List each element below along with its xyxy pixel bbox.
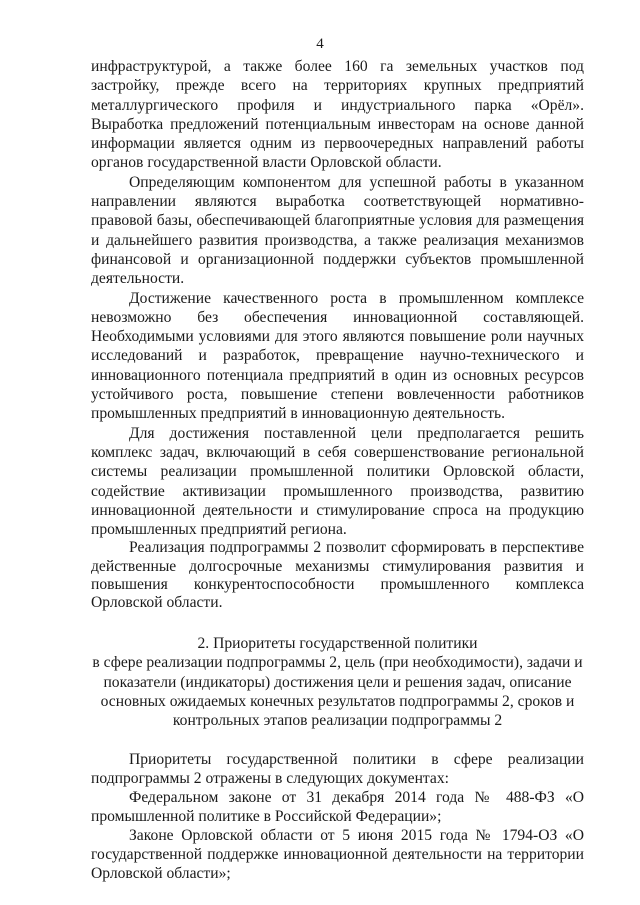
section-heading-line: 2. Приоритеты государственной политики [197,635,478,653]
paragraph-federal-law: Федеральном законе от 31 декабря 2014 года № 488-ФЗ «О промышленной политике в Российской Федерации»; [91,789,584,826]
document-body [91,57,584,883]
paragraph-subprogram-result: Реализация подпрограммы 2 позволит сформировать в перспективе действенные долгосрочные механизмы стимулирования развития и повышения конкурентоспособности промышленного комплекса Орловской области. [91,539,584,612]
paragraph-priorities-intro: Приоритеты государственной политики в сфере реализации подпрограммы 2 отражены в следующих документах: [91,751,584,788]
paragraph-innovation: Достижение качественного роста в промышленном комплексе невозможно без обеспечения инновационной составляющей. Необходимыми условиями для этого являются повышение роли научных исследований и разработок, превращение научно-технического и инновационного потенциала предприятий в один из основных ресурсов устойчивого роста, повышение степени вовлеченности работников промышленных предприятий в инновационную деятельность. [91,289,584,423]
paragraph-regional-law: Законе Орловской области от 5 июня 2015 года № 1794-ОЗ «О государственной поддержке инновационной деятельности на территории Орловской области»; [91,827,584,883]
paragraph-tasks: Для достижения поставленной цели предполагается решить комплекс задач, включающий в себя совершенствование региональной системы реализации промышленной политики Орловской области, содействие активизации промышленного производства, развитию инновационной деятельности и стимулирование спроса на продукцию промышленных предприятий региона. [91,424,584,539]
page-number: 4 [316,36,324,52]
paragraph-regulatory-base: Определяющим компонентом для успешной работы в указанном направлении являются выработка соответствующей нормативно-правовой базы, обеспечивающей благоприятные условия для размещения и дальнейшего развития производства, а также реализация механизмов финансовой и организационной поддержки субъектов промышленной деятельности. [91,173,584,288]
section-heading-line: контрольных этапов реализации подпрограммы 2 [172,712,503,730]
section-heading-line: в сфере реализации подпрограммы 2, цель (при необходимости), задачи и [92,654,583,672]
section-heading [91,634,584,730]
paragraph-infrastructure: инфраструктурой, а также более 160 га земельных участков под застройку, прежде всего на территориях крупных предприятий металлургического профиля и индустриального парка «Орёл». Выработка предложений потенциальным инвесторам на основе данной информации является одним из первоочередных направлений работы органов государственной власти Орловской области. [91,58,584,172]
section-heading-line: основных ожидаемых конечных результатов подпрограммы 2, сроков и [100,692,575,710]
section-heading-line: показатели (индикаторы) достижения цели и решения задач, описание [103,673,572,691]
